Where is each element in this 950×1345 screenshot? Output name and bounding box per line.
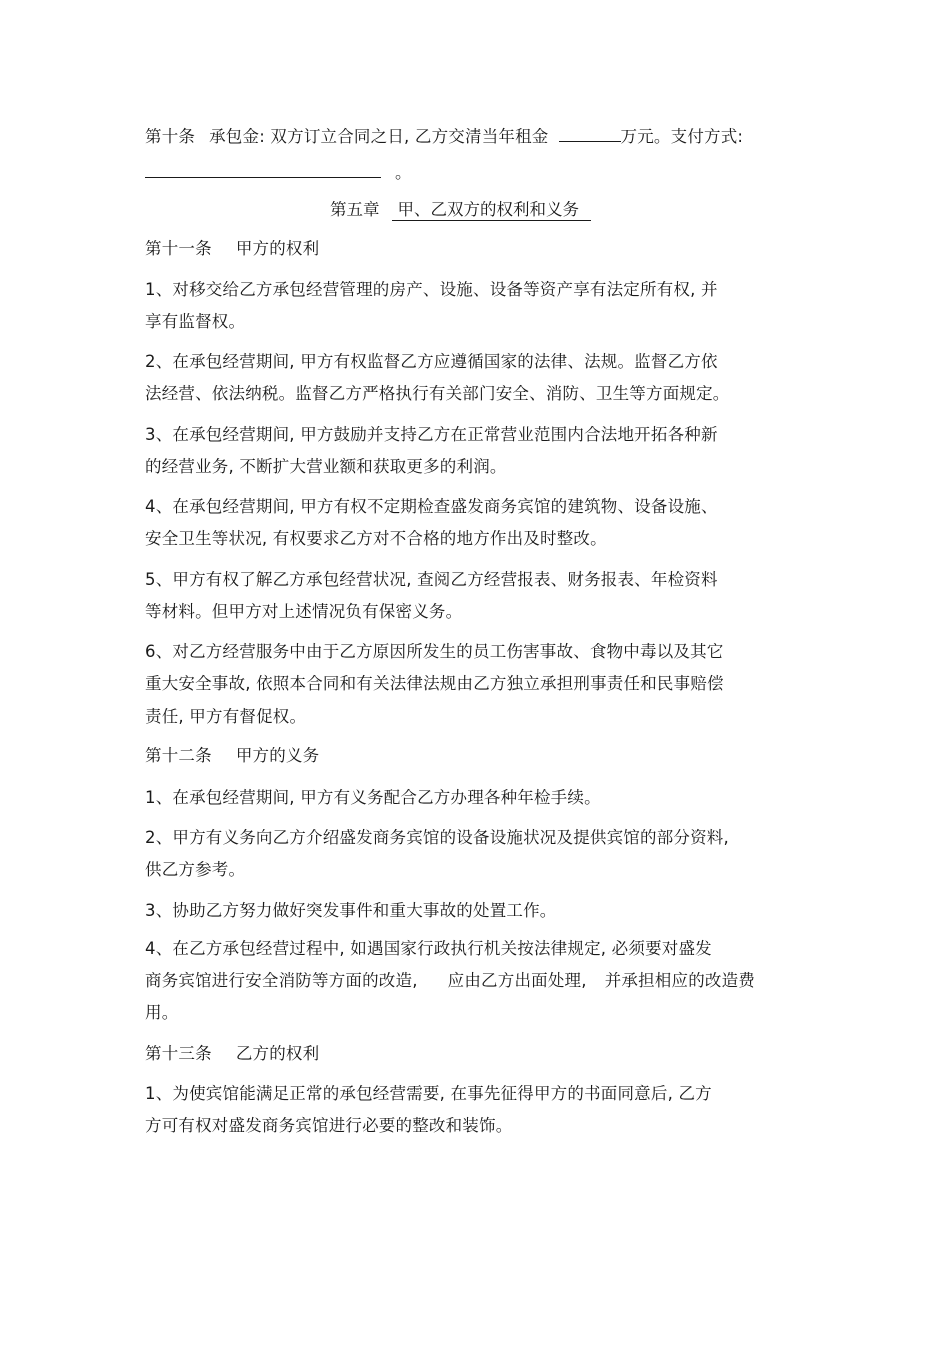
article-13-heading — [145, 1043, 319, 1065]
rent-amount-blank — [559, 127, 621, 142]
article-13-title: 乙方的权利 — [235, 1044, 320, 1063]
article-12-item-2-line-1: 2、甲方有义务向乙方介绍盛发商务宾馆的设备设施状况及提供宾馆的部分资料, — [145, 828, 729, 847]
article-12-item-4-seg-2: 应由乙方出面处理, — [447, 971, 587, 990]
article-11-title: 甲方的权利 — [235, 239, 320, 258]
article-13-item-1-line-2: 方可有权对盛发商务宾馆进行必要的整改和装饰。 — [145, 1116, 513, 1135]
article-10-line-2 — [145, 162, 412, 184]
article-12-item-4-line-3: 用。 — [145, 1003, 179, 1022]
article-11-item-1-line-1: 1、对移交给乙方承包经营管理的房产、设施、设备等资产享有法定所有权, 并 — [145, 280, 718, 299]
article-10-heading: 第十条 — [145, 127, 196, 146]
payment-method-blank — [145, 163, 381, 178]
article-11-heading — [145, 238, 319, 260]
article-12-title: 甲方的义务 — [235, 746, 320, 765]
article-10-text: 承包金: 双方订立合同之日, 乙方交清当年租金 — [209, 127, 549, 146]
article-11-item-2-line-2: 法经营、依法纳税。监督乙方严格执行有关部门安全、消防、卫生等方面规定。 — [145, 384, 730, 403]
chapter-number: 第五章 — [330, 200, 380, 219]
article-13-number: 第十三条 — [145, 1044, 212, 1063]
article-11-item-6-line-2: 重大安全事故, 依照本合同和有关法律法规由乙方独立承担刑事责任和民事赔偿 — [145, 674, 724, 693]
article-11-item-4-line-1: 4、在承包经营期间, 甲方有权不定期检查盛发商务宾馆的建筑物、设备设施、 — [145, 497, 718, 516]
article-12-item-4-seg-3: 并承担相应的改造费 — [604, 971, 756, 990]
article-10-unit: 万元。支付方式: — [620, 127, 744, 146]
article-11-number: 第十一条 — [145, 239, 212, 258]
chapter-title: 甲、乙双方的权利和义务 — [392, 200, 592, 221]
chapter-heading — [330, 199, 591, 221]
article-11-item-2-line-1: 2、在承包经营期间, 甲方有权监督乙方应遵循国家的法律、法规。监督乙方依 — [145, 352, 718, 371]
article-12-item-2-line-2: 供乙方参考。 — [145, 860, 246, 879]
article-11-item-3-line-1: 3、在承包经营期间, 甲方鼓励并支持乙方在正常营业范围内合法地开拓各种新 — [145, 425, 718, 444]
article-13-item-1-line-1: 1、为使宾馆能满足正常的承包经营需要, 在事先征得甲方的书面同意后, 乙方 — [145, 1084, 712, 1103]
article-11-item-5-line-2: 等材料。但甲方对上述情况负有保密义务。 — [145, 602, 463, 621]
article-12-number: 第十二条 — [145, 746, 212, 765]
article-11-item-6-line-1: 6、对乙方经营服务中由于乙方原因所发生的员工伤害事故、食物中毒以及其它 — [145, 642, 724, 661]
article-11-item-5-line-1: 5、甲方有权了解乙方承包经营状况, 查阅乙方经营报表、财务报表、年检资料 — [145, 570, 718, 589]
article-11-item-6-line-3: 责任, 甲方有督促权。 — [145, 707, 307, 726]
article-11-item-3-line-2: 的经营业务, 不断扩大营业额和获取更多的利润。 — [145, 457, 507, 476]
article-10-end: 。 — [395, 163, 412, 182]
article-12-item-4-line-1: 4、在乙方承包经营过程中, 如遇国家行政执行机关按法律规定, 必须要对盛发 — [145, 939, 712, 958]
article-11-item-1-line-2: 享有监督权。 — [145, 312, 246, 331]
article-12-heading — [145, 745, 319, 767]
article-12-item-4-line-2 — [145, 970, 755, 992]
article-12-item-1-line-1: 1、在承包经营期间, 甲方有义务配合乙方办理各种年检手续。 — [145, 788, 601, 807]
article-12-item-3-line-1: 3、协助乙方努力做好突发事件和重大事故的处置工作。 — [145, 901, 557, 920]
article-10-line-1 — [145, 126, 743, 148]
article-12-item-4-seg-1: 商务宾馆进行安全消防等方面的改造, — [145, 971, 418, 990]
article-11-item-4-line-2: 安全卫生等状况, 有权要求乙方对不合格的地方作出及时整改。 — [145, 529, 607, 548]
